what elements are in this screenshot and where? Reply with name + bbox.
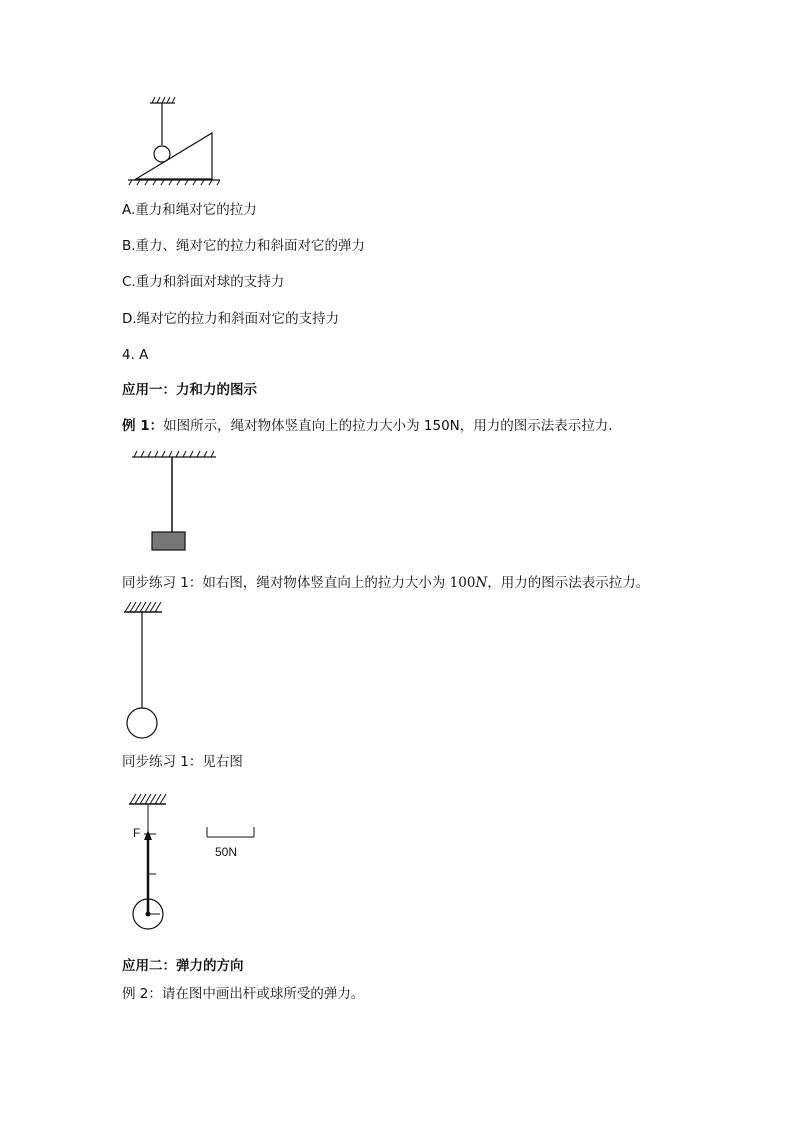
practice1-text-before: 同步练习 1：如右图，绳对物体竖直向上的拉力大小为 bbox=[122, 575, 450, 591]
force-label: F bbox=[133, 826, 141, 840]
section1-title: 应用一：力和力的图示 bbox=[122, 382, 257, 398]
option-a: A.重力和绳对它的拉力 bbox=[122, 202, 257, 218]
hanging-block-figure bbox=[128, 448, 220, 558]
practice1-unit: N bbox=[475, 575, 488, 591]
option-c: C.重力和斜面对球的支持力 bbox=[122, 274, 285, 290]
example1-label: 例 1： bbox=[122, 418, 164, 434]
example1-text: 如图所示，绳对物体竖直向上的拉力大小为 150N，用力的图示法表示拉力. bbox=[163, 418, 613, 434]
practice1-question bbox=[122, 574, 649, 592]
section2-title: 应用二：弹力的方向 bbox=[122, 958, 244, 974]
hanging-ball-figure bbox=[120, 600, 170, 742]
example2: 例 2：请在图中画出杆或球所受的弹力。 bbox=[122, 986, 365, 1002]
force-diagram-figure bbox=[120, 790, 270, 935]
option-b: B.重力、绳对它的拉力和斜面对它的弹力 bbox=[122, 238, 366, 254]
example1 bbox=[122, 417, 613, 435]
practice1-value: 100 bbox=[449, 575, 476, 591]
scale-label: 50N bbox=[215, 845, 238, 859]
practice1-answer: 同步练习 1：见右图 bbox=[122, 754, 243, 770]
option-d: D.绳对它的拉力和斜面对它的支持力 bbox=[122, 311, 340, 327]
practice1-text-after: ，用力的图示法表示拉力。 bbox=[487, 575, 650, 591]
answer-4: 4. A bbox=[122, 347, 149, 363]
incline-ball-figure bbox=[120, 95, 230, 190]
